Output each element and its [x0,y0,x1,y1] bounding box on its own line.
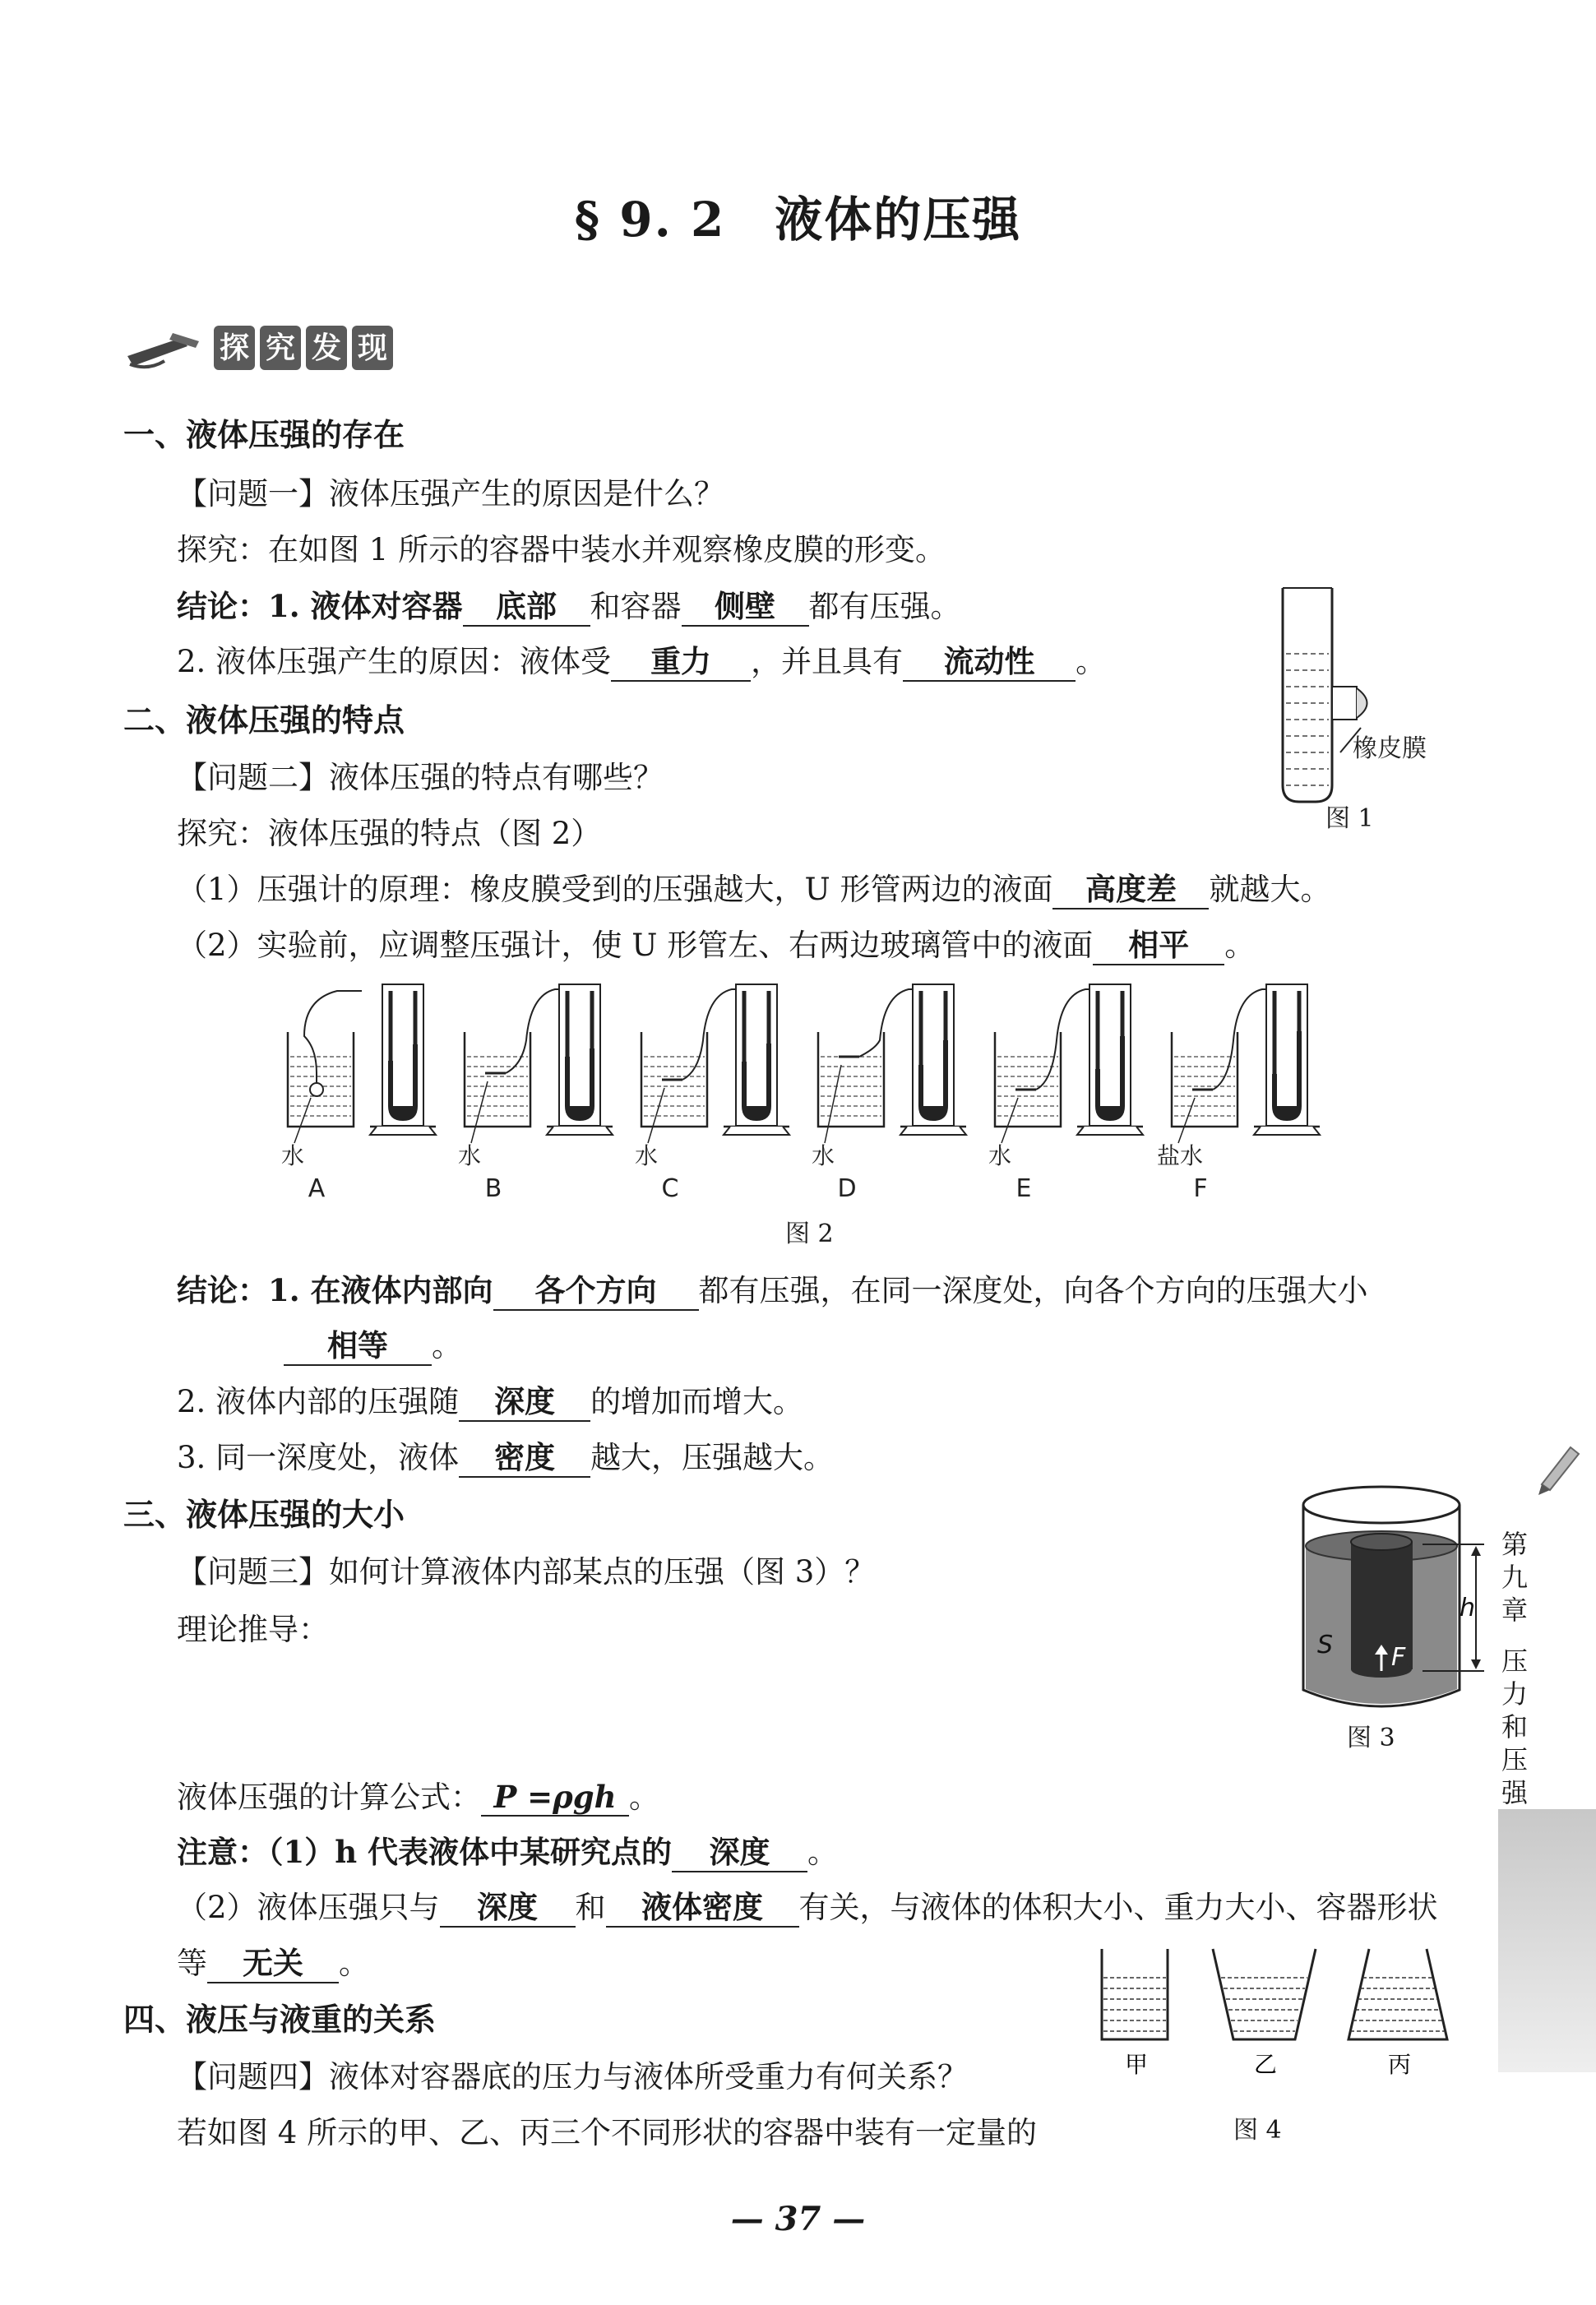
page-title: § 9. 2 液体的压强 [574,192,1022,248]
explore-1: 探究：在如图 1 所示的容器中装水并观察橡皮膜的形变。 [177,532,946,567]
conclusion-2-1: 结论：1. 在液体内部向 各个方向 都有压强，在同一深度处，向各个方向的压强大小 [177,1271,1368,1311]
answer-blank: 深度 [459,1384,590,1422]
answer-blank: 深度 [672,1835,807,1872]
answer-blank: 无关 [207,1946,339,1983]
fig2-liquid-label: 盐水 [1157,1142,1204,1169]
fig3-area-label: S [1317,1631,1334,1659]
badge-char: 发 [306,326,347,370]
answer-blank: 相平 [1093,928,1224,965]
fig2-caption: 图 2 [785,1220,834,1248]
badge-char: 究 [260,326,301,370]
conclusion-2-1-cont: 相等 。 [177,1326,462,1366]
side-topic: 压 力 和 压 强 [1501,1645,1528,1808]
section-heading-2: 二、液体压强的特点 [123,702,405,738]
container-jia [1102,1949,1168,2039]
answer-blank: 高度差 [1052,872,1209,910]
question-3: 【问题三】如何计算液体内部某点的压强（图 3）？ [177,1554,876,1590]
feature-1: （1）压强计的原理：橡皮膜受到的压强越大，U 形管两边的液面 高度差 就越大。 [177,870,1330,910]
figure-2 [271,974,1340,1205]
section-heading-4: 四、液压与液重的关系 [123,2002,437,2038]
pencil-icon [1534,1439,1583,1497]
container-yi [1213,1949,1316,2039]
pen-book-icon [123,323,206,373]
derive-label: 理论推导： [177,1612,329,1647]
formula-blank: P =ρgh [481,1779,629,1817]
answer-blank: 深度 [440,1890,576,1928]
fig2-panel-c [635,984,789,1203]
explore-2: 探究：液体压强的特点（图 2） [177,816,602,851]
question-4: 【问题四】液体对容器底的压力与液体所受重力有何关系？ [177,2059,968,2094]
fig4-label: 乙 [1254,2051,1278,2078]
answer-blank: 各个方向 [493,1273,699,1311]
conclusion-1-1: 结论：1. 液体对容器 底部 和容器 侧壁 都有压强。 [177,586,961,627]
fig1-caption: 图 1 [1325,804,1374,833]
container-bing [1349,1949,1447,2039]
conclusion-2-2: 2. 液体内部的压强随 深度 的增加而增大。 [177,1382,803,1422]
conclusion-1-2: 2. 液体压强产生的原因：液体受 重力 ，并且具有 流动性 。 [177,642,1106,682]
fig2-liquid-label: 水 [281,1142,305,1169]
side-tab [1498,1809,1596,2072]
note-1: 注意：（1）h 代表液体中某研究点的 深度 。 [177,1832,838,1872]
feature-2: （2）实验前，应调整压强计，使 U 形管左、右两边玻璃管中的液面 相平 。 [177,926,1255,965]
answer-blank: 重力 [611,644,751,682]
fig4-label: 丙 [1388,2051,1412,2078]
figure-4 [1085,1941,1464,2089]
fig2-panel-b [458,984,613,1203]
figure-3 [1299,1480,1497,1727]
section-heading-3: 三、液体压强的大小 [123,1497,405,1533]
fig2-liquid-label: 水 [458,1142,482,1169]
fig4-caption: 图 4 [1233,2116,1282,2145]
section-4-text: 若如图 4 所示的甲、乙、丙三个不同形状的容器中装有一定量的 [177,2115,1038,2150]
note-2: （2）液体压强只与 深度 和 液体密度 有关，与液体的体积大小、重力大小、容器形状 [177,1888,1438,1928]
fig2-panel-letter: C [661,1174,679,1203]
figure-1 [1258,580,1472,826]
badge-char: 现 [352,326,393,370]
fig2-liquid-label: 水 [812,1142,835,1169]
answer-blank: 流动性 [903,644,1076,682]
fig1-membrane-label: 橡皮膜 [1353,734,1427,763]
note-2-cont: 等 无关 。 [177,1944,369,1983]
section-badge [123,319,393,377]
section-heading-1: 一、液体压强的存在 [123,417,405,453]
fig2-panel-letter: D [837,1174,857,1203]
fig2-panel-f [1157,984,1320,1203]
answer-blank: 液体密度 [606,1890,799,1928]
fig3-depth-label: h [1460,1594,1476,1622]
page-number: — 37 — [730,2200,866,2238]
fig2-panel-a [281,984,436,1203]
fig2-panel-letter: F [1193,1174,1208,1203]
formula-line: 液体压强的计算公式： P =ρgh 。 [177,1779,659,1815]
fig3-force-label: F [1391,1643,1406,1672]
fig2-liquid-label: 水 [988,1142,1012,1169]
side-chapter: 第 九 章 [1501,1529,1528,1626]
conclusion-2-3: 3. 同一深度处，液体 密度 越大，压强越大。 [177,1438,834,1478]
fig2-panel-e [988,984,1143,1203]
answer-blank: 侧壁 [682,589,809,627]
fig3-caption: 图 3 [1347,1724,1395,1752]
fig2-panel-letter: E [1015,1174,1032,1203]
badge-char: 探 [214,326,255,370]
question-1: 【问题一】液体压强产生的原因是什么？ [177,476,724,511]
answer-blank: 密度 [459,1440,590,1478]
fig2-liquid-label: 水 [635,1142,659,1169]
answer-blank: 相等 [284,1328,432,1366]
fig2-panel-letter: B [484,1174,502,1203]
question-2: 【问题二】液体压强的特点有哪些？ [177,760,664,795]
fig2-panel-d [812,984,966,1203]
fig4-label: 甲 [1125,2051,1149,2078]
answer-blank: 底部 [463,589,590,627]
fig2-panel-letter: A [308,1174,326,1203]
